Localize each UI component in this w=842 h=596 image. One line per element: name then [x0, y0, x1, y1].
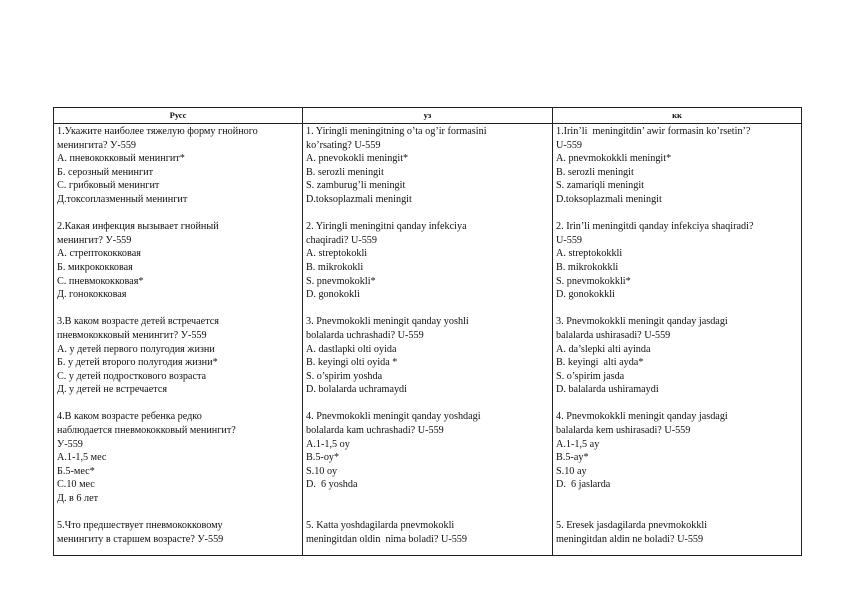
question-line: balalarda kem ushirasadi? U-559: [556, 425, 691, 437]
question-line: A. da’slepki alti ayinda: [556, 343, 651, 355]
question-line: А. стрептококковая: [57, 248, 141, 260]
question-line: пневмококковый менингит? У-559: [57, 329, 207, 341]
question-block: [306, 315, 549, 397]
question-block: [57, 410, 299, 505]
question-line: S. o’spirim jasda: [556, 370, 625, 382]
question-line: ko’rsating? U-559: [306, 139, 381, 151]
question-text: 3.В каком возрасте детей встречается: [57, 316, 219, 328]
question-line: B. serozli meningit: [306, 166, 384, 178]
question-line: A. streptokokli: [306, 248, 368, 260]
question-line: bolalarda uchrashadi? U-559: [306, 329, 424, 341]
question-text: 5. Katta yoshdagilarda pnevmokokli: [306, 520, 455, 532]
question-line: менингиту в старшем возрасте? У-559: [57, 533, 224, 545]
question-block: [556, 519, 798, 546]
question-line: А. у детей первого полугодия жизни: [57, 343, 215, 355]
question-line: Б. микрококковая: [57, 261, 133, 273]
question-line: A. dastlapki olti oyida: [306, 343, 397, 355]
question-block: [306, 410, 549, 505]
question-block: [306, 125, 549, 207]
question-text: 5. Eresek jasdagilarda pnevmokokkli: [556, 520, 708, 532]
question-text: 4. Pnevmokokkli meningit qanday jasdagi: [556, 411, 728, 423]
question-line: А. пневококковый менингит*: [57, 153, 185, 165]
question-text: 1.Укажите наиболее тяжелую форму гнойного: [57, 126, 258, 137]
question-table: [53, 107, 802, 556]
question-line: bolalarda kam uchrashadi? U-559: [306, 425, 444, 437]
question-line: С.10 мес: [57, 479, 95, 491]
question-block: [57, 315, 299, 397]
question-text: 5.Что предшествует пневмококковому: [57, 520, 223, 532]
question-line: A.1-1,5 ay: [556, 438, 600, 450]
question-line: Д.токсоплазменный менингит: [57, 193, 188, 205]
question-line: У-559: [57, 438, 83, 450]
question-block: [556, 315, 798, 397]
question-line: С. у детей подросткового возраста: [57, 370, 207, 382]
question-text: 4.В каком возрасте ребенка редко: [57, 411, 202, 423]
question-line: chaqiradi? U-559: [306, 234, 377, 246]
question-text: 3. Pnevmokokkli meningit qanday jasdagi: [556, 316, 728, 328]
question-block: [306, 519, 549, 546]
question-block: [57, 220, 299, 302]
column-karakalpak: [553, 124, 802, 556]
question-line: Б.5-мес*: [57, 465, 95, 477]
question-block: [57, 519, 299, 546]
question-line: A. pnevokokli meningit*: [306, 153, 409, 165]
column-uzbek: [303, 124, 553, 556]
question-line: С. грибковый менингит: [57, 180, 160, 192]
question-line: Д. гонококковая: [57, 289, 127, 301]
question-line: A. pnevmokokkli meningit*: [556, 153, 672, 165]
question-line: D. bolalarda uchramaydi: [306, 384, 407, 396]
question-block: [556, 220, 798, 302]
question-line: B. keyingi olti oyida *: [306, 357, 398, 369]
question-block: [306, 220, 549, 302]
question-text: 3. Pnevmokokli meningit qanday yoshli: [306, 316, 469, 328]
question-text: 1. Yiringli meningitning o’ta og’ir formasini: [306, 126, 487, 137]
question-line: Д. в 6 лет: [57, 493, 99, 505]
question-block: [556, 410, 798, 505]
question-line: S. pnevmokokkli*: [556, 275, 631, 287]
question-line: Д. у детей не встречается: [57, 384, 168, 396]
question-line: D.toksoplazmali meningit: [556, 193, 662, 205]
question-line: D. gonokokkli: [556, 289, 615, 301]
question-line: D. 6 yoshda: [306, 479, 358, 491]
question-block: [556, 125, 798, 207]
question-text: 2. Yiringli meningitni qanday infekciya: [306, 221, 467, 233]
question-line: D. balalarda ushiramaydi: [556, 384, 659, 396]
question-line: B. serozli meningit: [556, 166, 634, 178]
question-line: A. streptokokkli: [556, 248, 623, 260]
question-line: S. pnevmokokli*: [306, 275, 376, 287]
question-text: 1.Irin’li meningitdin’ awir formasin ko’rsetin’?: [556, 126, 751, 137]
question-line: [556, 492, 798, 506]
question-line: U-559: [556, 139, 583, 151]
question-block: [57, 125, 299, 207]
question-line: S. o’spirim yoshda: [306, 370, 383, 382]
header-row: [54, 108, 802, 124]
question-line: [306, 492, 549, 506]
question-line: B. mikrokokli: [306, 261, 364, 273]
question-text: 2. Irin’li meningitdi qanday infekciya shaqiradi?: [556, 221, 754, 233]
question-line: B. mikrokokkli: [556, 261, 619, 273]
question-line: B. keyingi alti ayda*: [556, 357, 644, 369]
question-text: 4. Pnevmokokli meningit qanday yoshdagi: [306, 411, 481, 423]
question-line: meningitdan aldin ne boladi? U-559: [556, 533, 704, 545]
question-line: balalarda ushirasadi? U-559: [556, 329, 671, 341]
column-russian: [54, 124, 303, 556]
question-line: S.10 oy: [306, 465, 338, 477]
question-line: D. gonokokli: [306, 289, 360, 301]
question-line: А.1-1,5 мес: [57, 452, 107, 464]
question-line: менингита? У-559: [57, 139, 137, 151]
question-line: Б. у детей второго полугодия жизни*: [57, 357, 218, 369]
question-line: S.10 ay: [556, 465, 587, 477]
question-line: D.toksoplazmali meningit: [306, 193, 412, 205]
question-line: S. zamariqli meningit: [556, 180, 644, 192]
question-line: С. пневмококковая*: [57, 275, 144, 287]
question-line: A.1-1,5 oy: [306, 438, 350, 450]
header-uzbek: уз: [303, 108, 553, 124]
question-line: наблюдается пневмококковый менингит?: [57, 425, 236, 437]
question-line: D. 6 jaslarda: [556, 479, 611, 491]
header-karakalpak: кк: [553, 108, 802, 124]
question-line: U-559: [556, 234, 583, 246]
question-line: meningitdan oldin nima boladi? U-559: [306, 533, 467, 545]
question-line: Б. серозный менингит: [57, 166, 154, 178]
question-line: S. zamburug’li meningit: [306, 180, 406, 192]
question-line: менингит? У-559: [57, 234, 132, 246]
header-russian: Русс: [54, 108, 303, 124]
content-row: [54, 124, 802, 556]
question-text: 2.Какая инфекция вызывает гнойный: [57, 221, 219, 233]
question-line: B.5-oy*: [306, 452, 340, 464]
question-line: B.5-ay*: [556, 452, 589, 464]
